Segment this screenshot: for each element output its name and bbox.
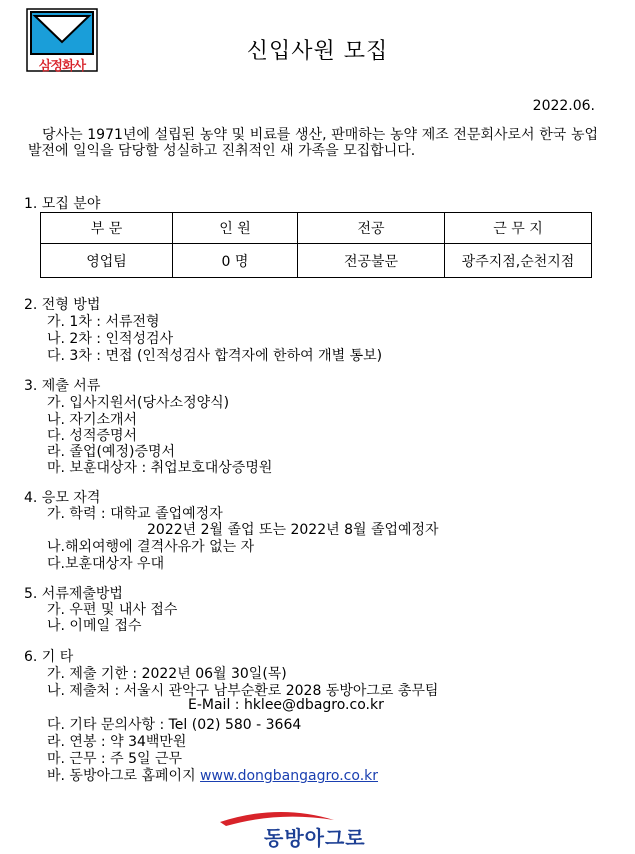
list-item: 나. 제출처 : 서울시 관악구 남부순환로 2028 동방아그로 총무팀 (47, 683, 439, 699)
section-selection-heading: 2. 전형 방법 (24, 297, 101, 313)
cell-workplace: 광주지점,순천지점 (445, 244, 592, 278)
footer-brand-logo (216, 808, 436, 848)
page-title: 신입사원 모집 (246, 39, 389, 64)
intro-paragraph: 당사는 1971년에 설립된 농약 및 비료를 생산, 판매하는 농약 제조 전문회사로서 한국 농업 발전에 일익을 담당할 성실하고 진취적인 새 가족을 모집합니다. (28, 127, 599, 159)
list-item: 가. 제출 기한 : 2022년 06월 30일(목) (47, 666, 287, 682)
list-item: 가. 1차 : 서류전형 (47, 314, 160, 330)
section-documents-heading: 3. 제출 서류 (24, 378, 101, 394)
header-headcount: 인 원 (173, 213, 298, 244)
footer-brand-text: 동방아그로 (264, 826, 366, 850)
list-item: 마. 근무 : 주 5일 근무 (47, 751, 182, 767)
header-department: 부 문 (41, 213, 173, 244)
table-header-row (41, 213, 592, 244)
list-item: 가. 학력 : 대학교 졸업예정자 (47, 506, 223, 522)
section-qualification-heading: 4. 응모 자격 (24, 490, 101, 506)
section-etc-heading: 6. 기 타 (24, 649, 74, 665)
list-item: 2022년 2월 졸업 또는 2022년 8월 졸업예정자 (147, 522, 439, 538)
list-item: 가. 입사지원서(당사소정양식) (47, 395, 230, 411)
list-item: 라. 졸업(예정)증명서 (47, 444, 176, 460)
list-item: 마. 보훈대상자 : 취업보호대상증명원 (47, 460, 273, 476)
list-item: 다. 기타 문의사항 : Tel (02) 580 - 3664 (47, 717, 302, 733)
list-item: 나. 이메일 접수 (47, 618, 142, 634)
list-item: 나. 자기소개서 (47, 412, 138, 428)
list-item: 다. 성적증명서 (47, 428, 138, 444)
list-item: 다. 3차 : 면접 (인적성검사 합격자에 한하여 개별 통보) (47, 348, 383, 364)
section-submission-heading: 5. 서류제출방법 (24, 586, 123, 602)
header-major: 전공 (298, 213, 445, 244)
cell-department: 영업팀 (41, 244, 173, 278)
list-item: 다.보훈대상자 우대 (47, 556, 165, 572)
list-item: 나. 2차 : 인적성검사 (47, 331, 174, 347)
cell-major: 전공불문 (298, 244, 445, 278)
email-line: E-Mail : hklee@dbagro.co.kr (188, 697, 384, 713)
list-item: 가. 우편 및 내사 접수 (47, 602, 178, 618)
recruit-table (40, 212, 592, 278)
logo-text: 삼정화사 (38, 59, 86, 74)
posting-date: 2022.06. (532, 98, 595, 114)
table-row (41, 244, 592, 278)
list-item: 바. 동방아그로 홈페이지 www.dongbangagro.co.kr (47, 768, 379, 784)
list-item: 나.해외여행에 결격사유가 없는 자 (47, 539, 255, 555)
list-item: 라. 연봉 : 약 34백만원 (47, 734, 187, 750)
homepage-link[interactable]: www.dongbangagro.co.kr (200, 768, 379, 784)
header-workplace: 근 무 지 (445, 213, 592, 244)
cell-headcount: 0 명 (173, 244, 298, 278)
section-recruit-field-heading: 1. 모집 분야 (24, 196, 101, 212)
